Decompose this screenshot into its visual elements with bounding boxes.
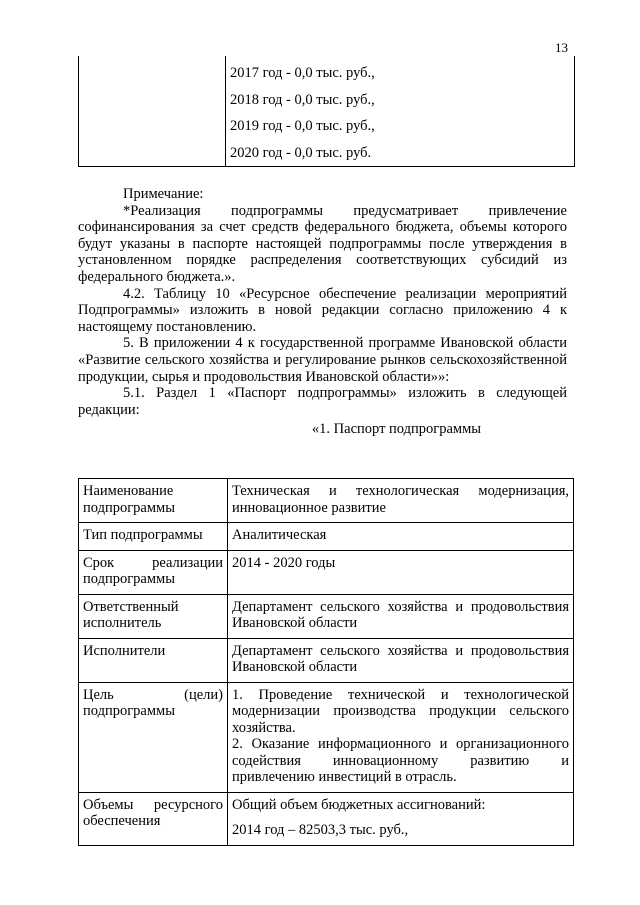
- passport-title: «1. Паспорт подпрограммы: [311, 421, 481, 438]
- funding-line-2017: 2017 год - 0,0 тыс. руб.,: [230, 65, 375, 81]
- body-text: [78, 186, 567, 438]
- row-value-term: 2014 - 2020 годы: [232, 554, 336, 571]
- passport-table: [78, 478, 574, 846]
- table-row: [79, 479, 574, 523]
- row-label-name: Наименование подпрограммы: [83, 483, 175, 516]
- table-column-divider: [225, 56, 226, 166]
- row-value-name: Техническая и технологическая модернизация, инновационное развитие: [232, 483, 569, 516]
- row-value-goal-2: 2. Оказание информационного и организационного содействия инновационному развитию и привлечению инвестиций в отрасль.: [232, 736, 569, 785]
- row-label-term: Срок реализации подпрограммы: [83, 554, 223, 587]
- note-heading: Примечание:: [123, 186, 204, 202]
- table-row: [79, 550, 574, 594]
- amendment-5-1: 5.1. Раздел 1 «Паспорт подпрограммы» изложить в следующей редакции:: [78, 385, 567, 418]
- table-row: [79, 682, 574, 792]
- row-label-executors: Исполнители: [83, 642, 166, 659]
- row-value-executors: Департамент сельского хозяйства и продовольствия Ивановской области: [232, 642, 569, 675]
- row-value-2014: 2014 год – 82503,3 тыс. руб.,: [232, 822, 409, 838]
- row-value-total-budget: Общий объем бюджетных ассигнований:: [232, 796, 486, 813]
- row-label-type: Тип подпрограммы: [83, 527, 203, 543]
- amendment-4-2: 4.2. Таблицу 10 «Ресурсное обеспечение реализации мероприятий Подпрограммы» изложить в новой редакции согласно приложению 4 к настоящему постановлению.: [78, 285, 567, 335]
- row-value-goal-1: 1. Проведение технической и технологической модернизации производства продукции сельского хозяйства.: [232, 686, 569, 736]
- table-row: [79, 792, 574, 845]
- page-number: 13: [555, 40, 568, 55]
- funding-line-2019: 2019 год - 0,0 тыс. руб.,: [230, 118, 375, 134]
- funding-line-2020: 2020 год - 0,0 тыс. руб.: [230, 145, 372, 161]
- continuation-table: [78, 56, 575, 167]
- row-label-resources: Объемы ресурсного обеспечения: [83, 796, 223, 829]
- row-label-responsible: Ответственный исполнитель: [83, 598, 179, 631]
- row-value-type: Аналитическая: [232, 527, 327, 543]
- note-text: *Реализация подпрограммы предусматривает привлечение софинансирования за счет средств федерального бюджета, объемы которого будут указаны в паспорте настоящей подпрограммы после утверждения в установленном порядке распределения соответствующих субсидий из федерального бюджета.».: [78, 202, 567, 285]
- table-row: [79, 638, 574, 682]
- funding-line-2018: 2018 год - 0,0 тыс. руб.,: [230, 92, 375, 108]
- amendment-5: 5. В приложении 4 к государственной программе Ивановской области «Развитие сельского хозяйства и регулирование рынков сельскохозяйственной продукции, сырья и продовольствия Ивановской области»»:: [78, 335, 567, 385]
- table-row: [79, 594, 574, 638]
- table-row: [79, 523, 574, 551]
- row-value-responsible: Департамент сельского хозяйства и продовольствия Ивановской области: [232, 598, 569, 631]
- row-label-goals: Цель (цели) подпрограммы: [83, 686, 223, 719]
